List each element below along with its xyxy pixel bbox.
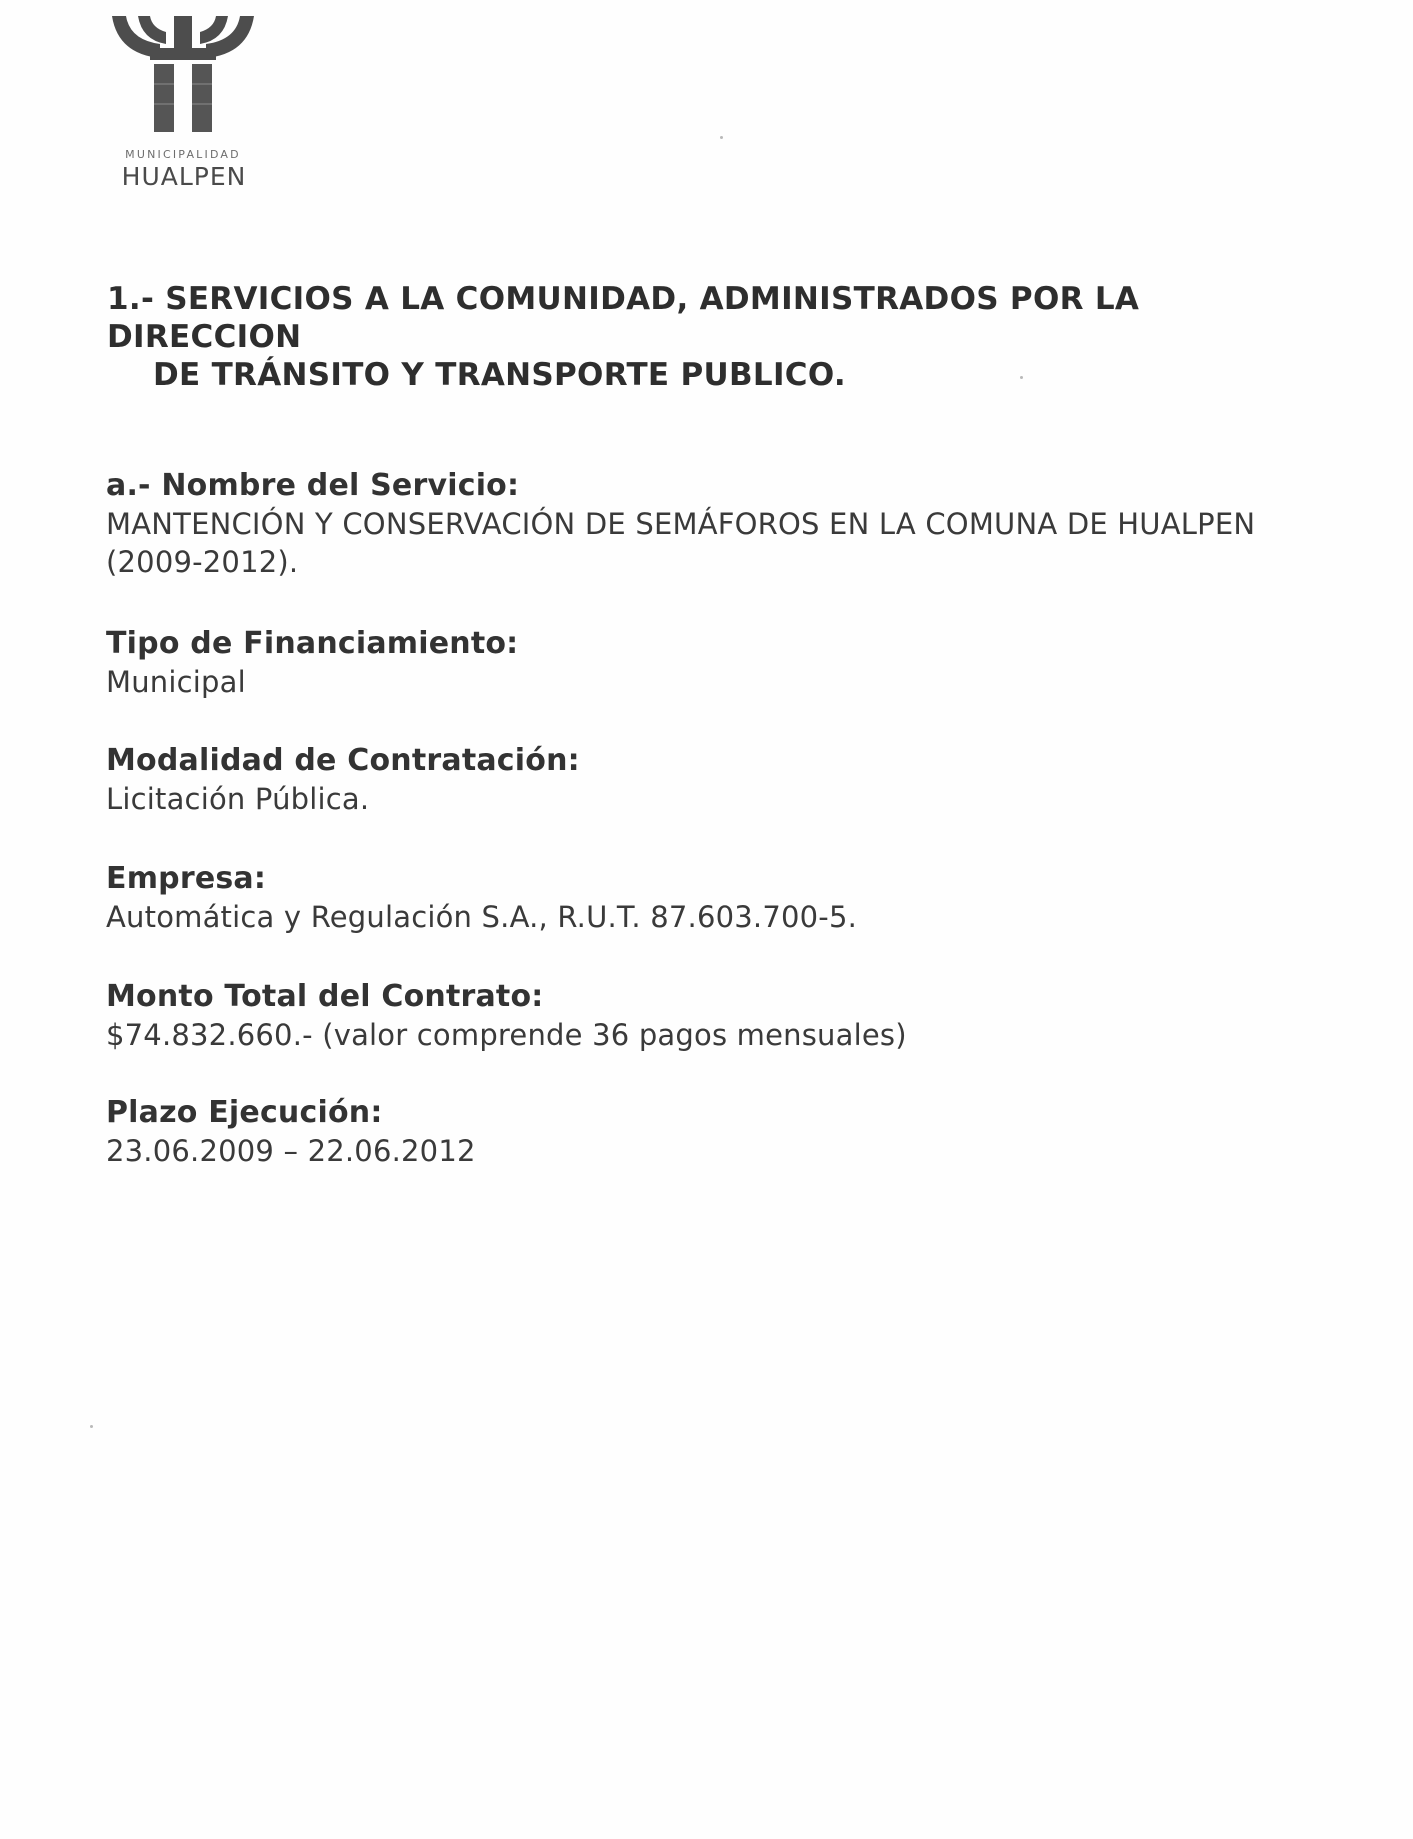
field-label: Tipo de Financiamiento: bbox=[106, 626, 519, 661]
field-tipo-financiamiento bbox=[106, 625, 1346, 701]
logo-subtitle: MUNICIPALIDAD bbox=[125, 148, 241, 161]
field-value: (2009-2012). bbox=[106, 545, 299, 579]
field-label: a.- Nombre del Servicio: bbox=[106, 468, 520, 503]
municipality-logo bbox=[108, 14, 258, 191]
field-monto-total bbox=[106, 978, 1346, 1054]
field-nombre-servicio bbox=[106, 467, 1346, 581]
field-label: Modalidad de Contratación: bbox=[106, 743, 580, 778]
field-plazo-ejecucion bbox=[106, 1094, 1346, 1170]
section-title-line1: 1.- SERVICIOS A LA COMUNIDAD, ADMINISTRADOS POR LA DIRECCION bbox=[107, 281, 1140, 355]
scan-speck bbox=[720, 136, 723, 139]
section-title bbox=[107, 280, 1327, 394]
field-value: Licitación Pública. bbox=[106, 782, 370, 816]
field-empresa bbox=[106, 860, 1346, 936]
scan-speck bbox=[90, 1425, 93, 1428]
hualpen-emblem-icon bbox=[110, 14, 256, 134]
field-label: Monto Total del Contrato: bbox=[106, 979, 544, 1014]
logo-name: HUALPEN bbox=[121, 162, 247, 191]
field-modalidad-contratacion bbox=[106, 742, 1346, 818]
field-value: 23.06.2009 – 22.06.2012 bbox=[106, 1134, 476, 1168]
field-label: Empresa: bbox=[106, 861, 267, 896]
field-value: Automática y Regulación S.A., R.U.T. 87.603.700-5. bbox=[106, 900, 858, 934]
field-label: Plazo Ejecución: bbox=[106, 1095, 383, 1130]
section-title-line2: DE TRÁNSITO Y TRANSPORTE PUBLICO. bbox=[153, 357, 846, 393]
field-value: $74.832.660.- (valor comprende 36 pagos mensuales) bbox=[106, 1018, 907, 1052]
field-value: Municipal bbox=[106, 665, 246, 699]
field-value: MANTENCIÓN Y CONSERVACIÓN DE SEMÁFOROS EN LA COMUNA DE HUALPEN bbox=[106, 507, 1256, 541]
scan-speck bbox=[1020, 376, 1023, 379]
